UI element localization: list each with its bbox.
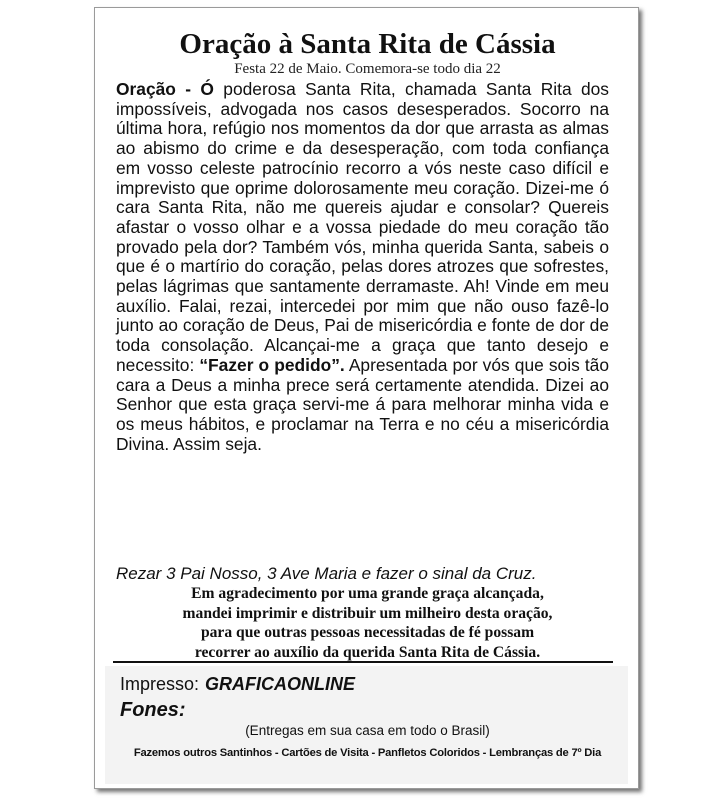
thanks-line: recorrer ao auxílio da querida Santa Rita de Cássia. (194, 643, 541, 661)
prayer-body-first: poderosa Santa Rita, chamada Santa Rita dos impossíveis, advogada nos casos desesperados. Socorro na última hora, refúgio nos momentos da dor que arrasta as almas ao abismo do crime e da desesperação, com toda confiança em vosso celeste patrocínio recorro a vós neste caso difícil e imprevisto que oprime dolorosamente meu coração. Dizei-me ó cara Santa Rita, não me quereis ajudar e consolar? Quereis afastar o vosso olhar e a vossa piedade do meu coração tão provado pela dor? Também vós, minha querida Santa, sabeis o que é o martírio do coração, pelas dores atrozes que sofrestes, pelas lágrimas que santamente derramaste. Ah! Vinde em meu auxílio. Falai, rezai, intercedei por mim que não ouso fazê-lo junto ao coração de Deus, Pai de misericórdia e fonte de dor de toda consolação. Alcançai-me a graça que tanto desejo e necessito: (116, 79, 609, 375)
prayer-instruction: Rezar 3 Pai Nosso, 3 Ave Maria e fazer o sinal da Cruz. (116, 564, 537, 583)
prayer-text (116, 80, 609, 454)
phones-label: Fones: (120, 699, 186, 721)
prayer-request-placeholder: “Fazer o pedido”. (199, 354, 345, 375)
thanks-line: para que outras pessoas necessitadas de fé possam (200, 624, 535, 642)
thanks-line: mandei imprimir e distribuir um milheiro desta oração, (182, 604, 553, 622)
thanks-line: Em agradecimento por uma grande graça alcançada, (191, 585, 544, 602)
services-line: Fazemos outros Santinhos - Cartões de Visita - Panfletos Coloridos - Lembranças de 7º Dia (133, 747, 602, 759)
printed-label: Impresso: (120, 674, 200, 694)
feast-subtitle: Festa 22 de Maio. Comemora-se todo dia 22 (234, 61, 501, 77)
printed-by (120, 673, 355, 695)
divider (113, 661, 613, 663)
prayer-lead: Oração - Ó (116, 79, 214, 99)
printer-company: GRAFICAONLINE (205, 674, 356, 694)
prayer-body-second: Apresentada por vós que sois tão cara a Deus a minha prece será certamente atendida. Dizei ao Senhor que esta graça servi-me á para melhorar minha vida e os meus hábitos, e proclamar na Terra e no céu a misericórdia Divina. Assim seja. (116, 354, 610, 454)
delivery-note: (Entregas em sua casa em todo o Brasil) (245, 723, 490, 738)
thanks-paragraph (105, 584, 630, 662)
prayer-card (94, 7, 639, 789)
page-title: Oração à Santa Rita de Cássia (179, 28, 556, 60)
